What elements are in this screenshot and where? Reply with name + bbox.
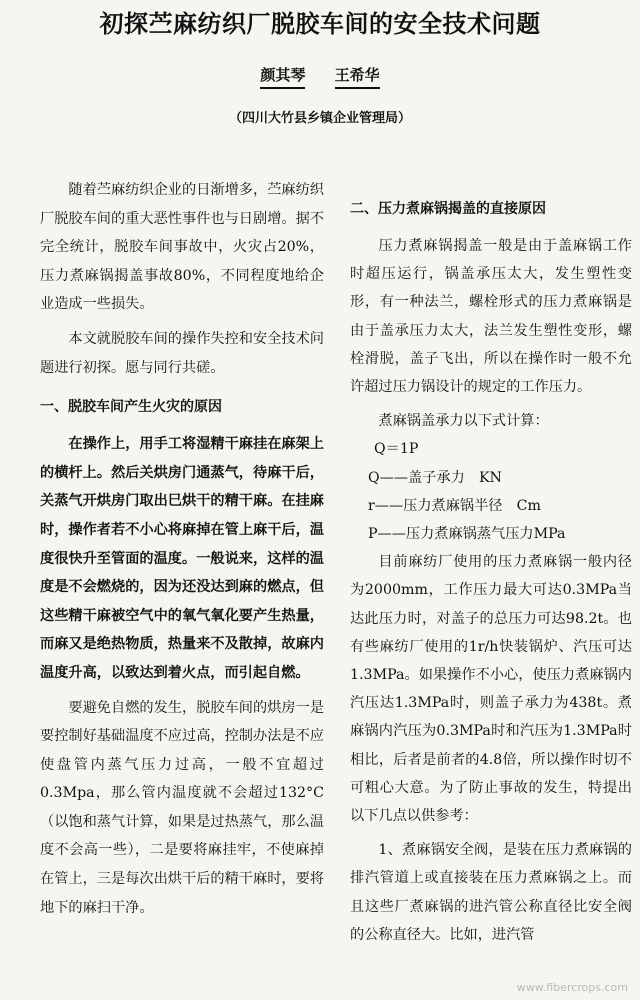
formula-intro: 煮麻锅盖承力以下式计算：: [378, 413, 549, 430]
left-column: [40, 176, 324, 922]
formula-definition: Q——盖子承力 KN: [368, 469, 502, 486]
formula-definition: P——压力煮麻锅蒸气压力MPa: [368, 526, 566, 543]
section-heading: 二、压力煮麻锅揭盖的直接原因: [350, 201, 546, 217]
body-paragraph: 随着苎麻纺织企业的日渐增多，苎麻纺织厂脱胶车间的重大恶性事件也与日剧增。据不完全统计，脱胶车间事故中，火灾占20%，压力煮麻锅揭盖事故80%，不同程度地给企业造成一些损失。: [40, 182, 324, 313]
formula: Q＝1P: [374, 441, 419, 458]
body-paragraph: 1、煮麻锅安全阀，是装在压力煮麻锅的排汽管道上或直接装在压力煮麻锅之上。而且这些厂煮麻锅的进汽管公称直径比安全阀的公称直径大。比如，进汽管: [350, 842, 632, 943]
formula-definition: r——压力煮麻锅半径 Cm: [368, 497, 541, 514]
author-affiliation: （四川大竹县乡镇企业管理局）: [228, 111, 411, 126]
section-heading: 一、脱胶车间产生火灾的原因: [40, 399, 222, 416]
body-paragraph: 要避免自燃的发生，脱胶车间的烘房一是要控制好基础温度不应过高，控制办法是不应使盘管内蒸气压力过高，一般不宜超过0.3Mpa，那么管内温度就不会超过132°C（以饱和蒸气计算，如果是过热蒸气，那么温度不会高一些），二是要将麻挂牢，不使麻掉在管上，三是每次出烘干后的精干麻时，要将地下的麻扫干净。: [40, 699, 324, 916]
author-name: 颜其琴: [260, 64, 305, 89]
watermark: www.fibercrops.com: [516, 981, 628, 994]
article-title: 初探苎麻纺织厂脱胶车间的安全技术问题: [99, 10, 541, 38]
author-name: 王希华: [335, 64, 380, 89]
right-column: [350, 196, 632, 949]
body-paragraph: 本文就脱胶车间的操作失控和安全技术问题进行初探。愿与同行共磋。: [40, 330, 324, 376]
body-paragraph: 压力煮麻锅揭盖一般是由于盖麻锅工作时超压运行，锅盖承压太大，发生塑性变形，有一种法兰，螺栓形式的压力煮麻锅是由于盖承压力太大，法兰发生塑性变形，螺栓滑脱，盖子飞出，所以在操作时一般不允许超过压力锅设计的规定的工作压力。: [350, 238, 632, 396]
body-paragraph: 在操作上，用手工将湿精干麻挂在麻架上的横杆上。然后关烘房门通蒸气，待麻干后，关蒸气开烘房门取出巳烘干的精干麻。在挂麻时，操作者若不小心将麻掉在管上麻干后，温度很快升至管面的温度。一般说来，这样的温度是不会燃烧的，因为还没达到麻的燃点，但这些精干麻被空气中的氧气氧化要产生热量，而麻又是绝热物质，热量来不及散掉，故麻内温度升高，以致达到着火点，而引起自燃。: [40, 436, 324, 681]
body-paragraph: 目前麻纺厂使用的压力煮麻锅一般内径为2000mm，工作压力最大可达0.3MPa当达此压力时，对盖子的总压力可达98.2t。也有些麻纺厂使用的1r/h快装锅炉、汽压可达1.3MPa。如果操作不小心，使压力煮麻锅内汽压达1.3MPa时，则盖子承力为438t。煮麻锅内汽压为0.3MPa时和汽压为1.3MPa时相比，后者是前者的4.8倍，所以操作时切不可粗心大意。为了防止事故的发生，特提出以下几点以供参考：: [350, 554, 632, 825]
author-line: [0, 64, 640, 89]
